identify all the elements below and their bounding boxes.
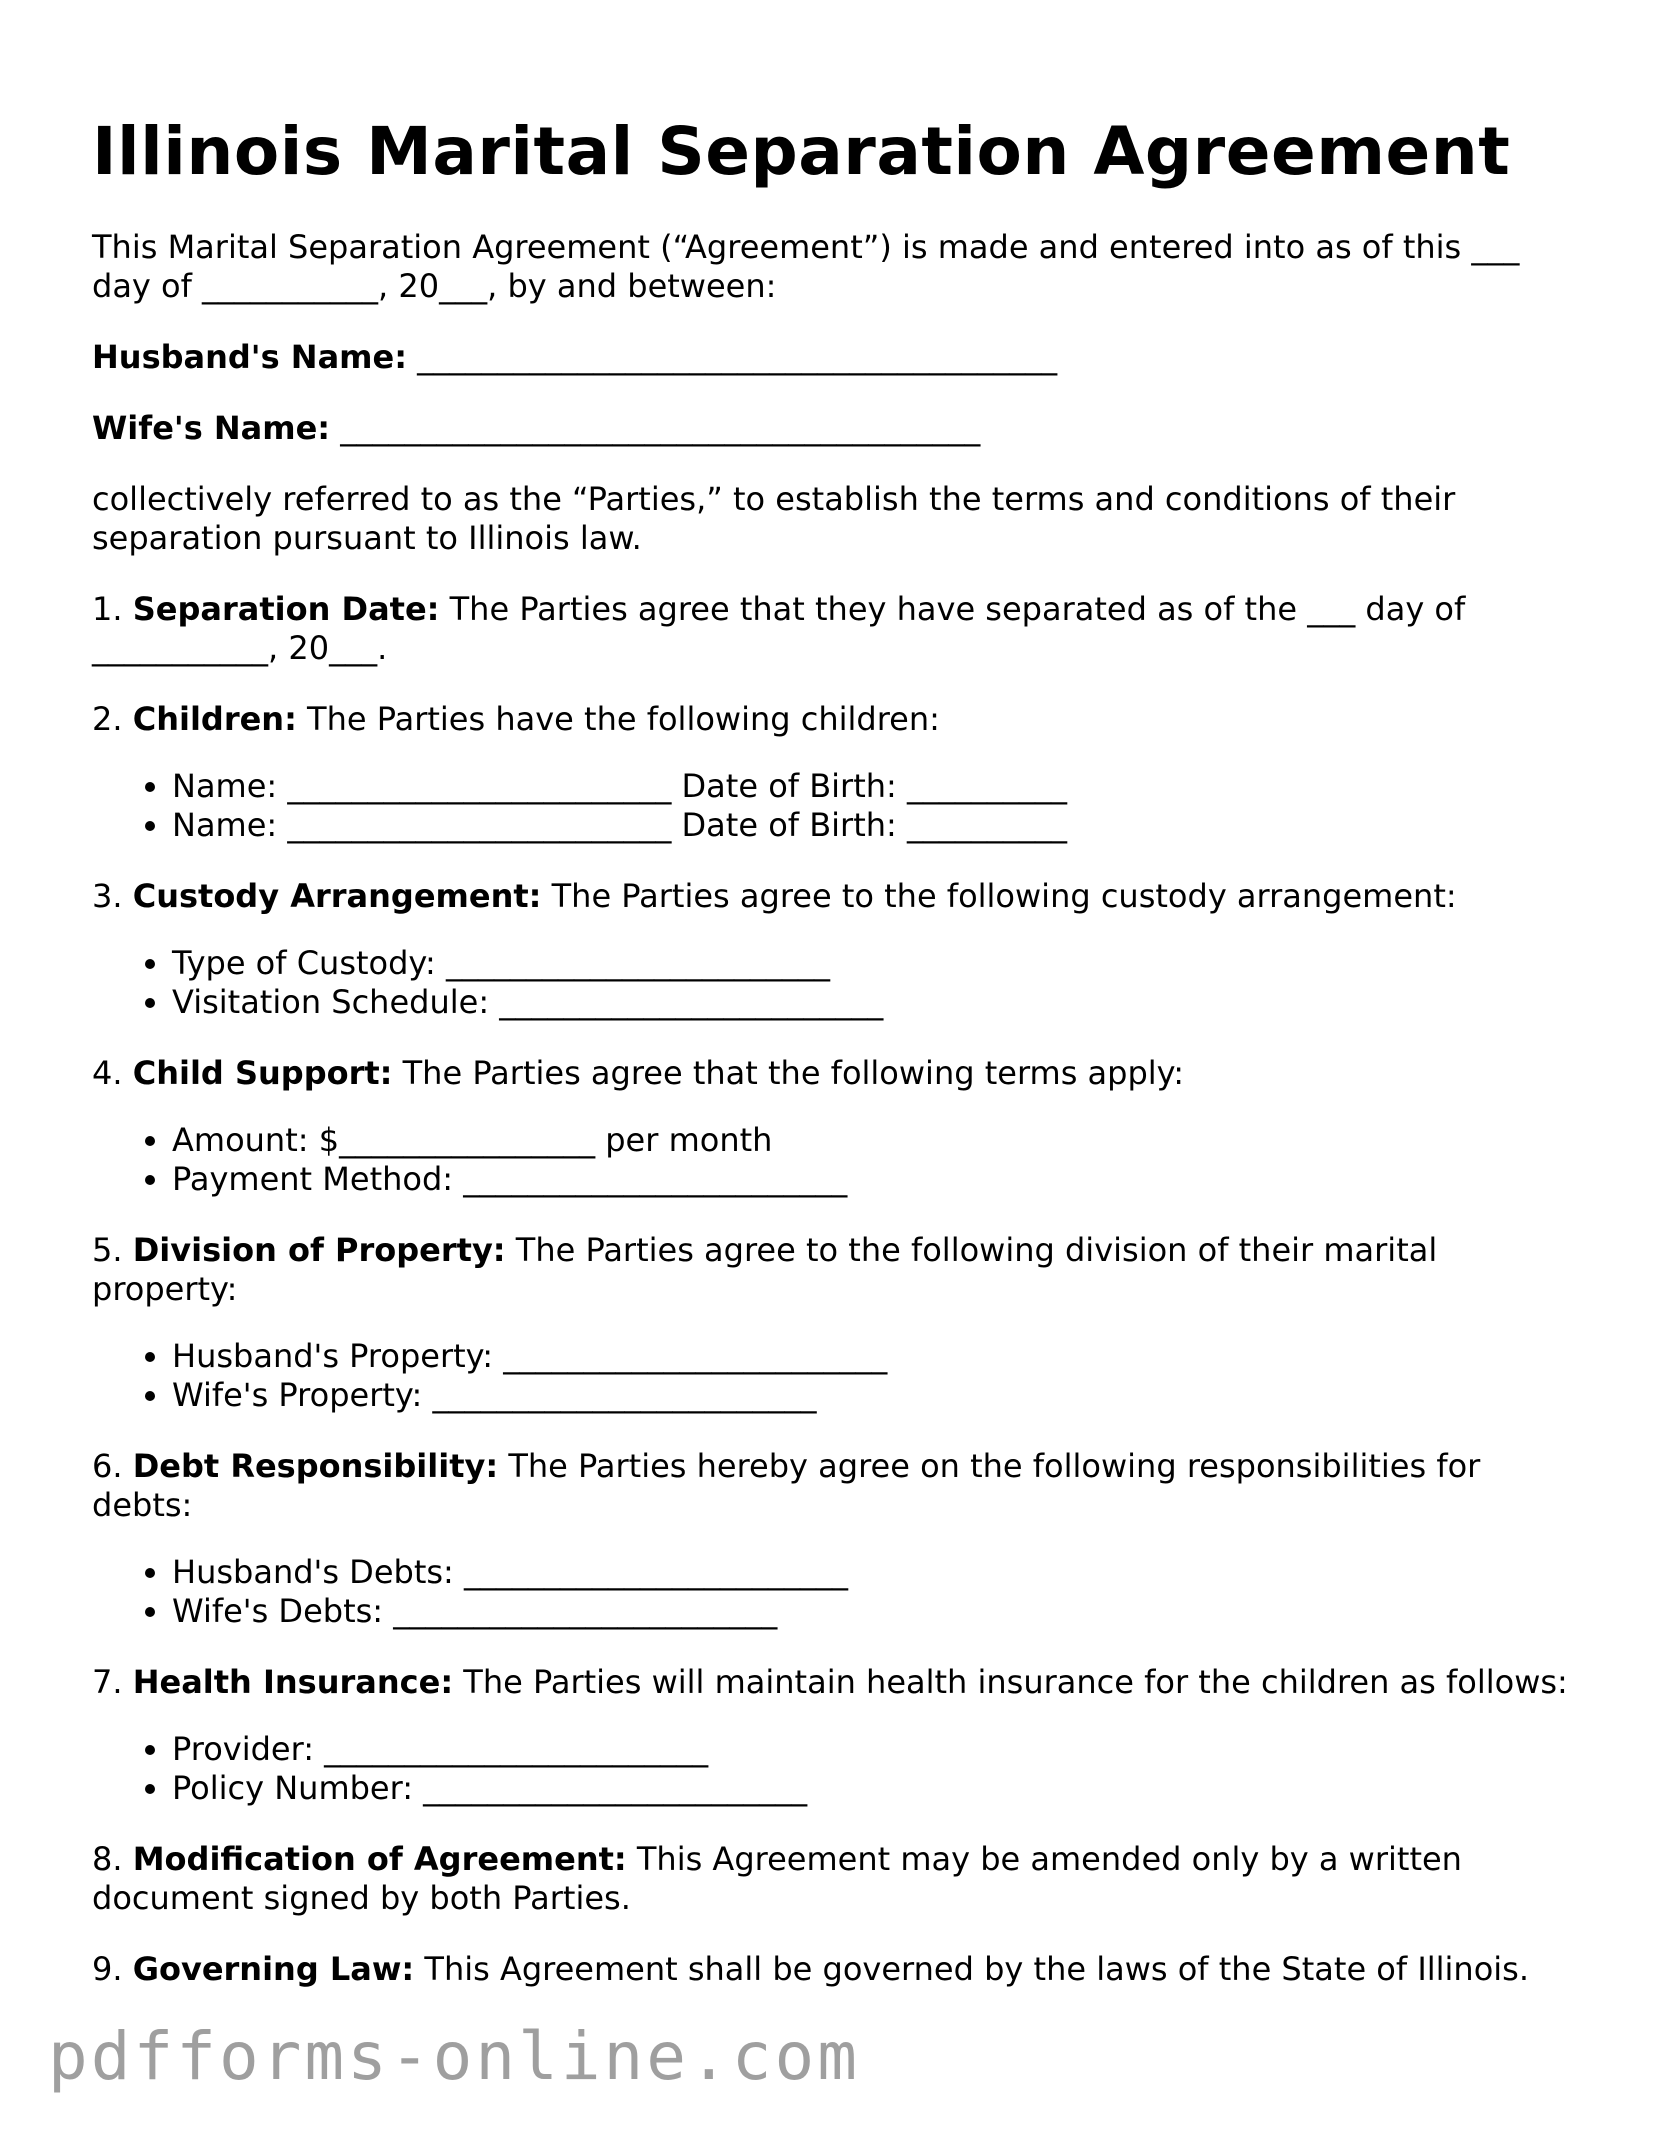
collective-paragraph: collectively referred to as the “Parties,” to establish the terms and conditions of their separation pursuant to Illinois law.	[92, 480, 1456, 557]
section-text: This Agreement may be amended only by a written document signed by both Parties.	[92, 1840, 1462, 1917]
list-item: • Provider: ________________________	[172, 1730, 1572, 1769]
section-children	[92, 700, 1572, 739]
section-division-of-property	[92, 1231, 1572, 1309]
section-text: The Parties agree to the following division of their marital property:	[92, 1231, 1438, 1308]
husband-name-blank: ________________________________________	[417, 338, 1058, 376]
list-item: • Name: ________________________ Date of Birth: __________	[172, 806, 1572, 845]
section-text: The Parties agree that they have separated as of the ___ day of ___________, 20___.	[92, 590, 1466, 667]
section-number: 7.	[92, 1663, 123, 1701]
list-item: • Policy Number: ________________________	[172, 1769, 1572, 1808]
list-item: • Type of Custody: ________________________	[172, 944, 1572, 983]
husband-name-label: Husband's Name:	[92, 338, 407, 376]
section-number: 5.	[92, 1231, 123, 1269]
section-debt-responsibility	[92, 1447, 1572, 1525]
child-support-list	[92, 1121, 1572, 1199]
section-text: The Parties will maintain health insurance for the children as follows:	[463, 1663, 1568, 1701]
list-item: • Name: ________________________ Date of Birth: __________	[172, 767, 1572, 806]
wife-name-blank: ________________________________________	[340, 409, 981, 447]
husband-name-line	[92, 338, 1572, 377]
section-heading: Children:	[132, 700, 297, 738]
section-heading: Separation Date:	[132, 590, 440, 628]
section-heading: Modification of Agreement:	[132, 1840, 627, 1878]
section-heading: Child Support:	[132, 1054, 393, 1092]
debts-list	[92, 1553, 1572, 1631]
section-number: 4.	[92, 1054, 123, 1092]
list-item: • Amount: $________________ per month	[172, 1121, 1572, 1160]
section-number: 3.	[92, 877, 123, 915]
section-heading: Debt Responsibility:	[132, 1447, 499, 1485]
list-item: • Wife's Debts: ________________________	[172, 1592, 1572, 1631]
list-item: • Visitation Schedule: ________________________	[172, 983, 1572, 1022]
section-heading: Governing Law:	[132, 1950, 415, 1988]
section-number: 2.	[92, 700, 123, 738]
section-text: The Parties have the following children:	[307, 700, 940, 738]
section-number: 6.	[92, 1447, 123, 1485]
section-governing-law	[92, 1950, 1572, 1989]
section-separation-date	[92, 590, 1572, 668]
section-custody-arrangement	[92, 877, 1572, 916]
section-number: 8.	[92, 1840, 123, 1878]
intro-paragraph: This Marital Separation Agreement (“Agreement”) is made and entered into as of this ___ day of ___________, 20___, by and between:	[92, 228, 1520, 305]
property-list	[92, 1337, 1572, 1415]
list-item: • Wife's Property: ________________________	[172, 1376, 1572, 1415]
section-heading: Custody Arrangement:	[132, 877, 542, 915]
wife-name-label: Wife's Name:	[92, 409, 331, 447]
insurance-list	[92, 1730, 1572, 1808]
watermark: pdfforms-online.com	[48, 2018, 860, 2095]
section-number: 9.	[92, 1950, 123, 1988]
section-text: This Agreement shall be governed by the laws of the State of Illinois.	[424, 1950, 1530, 1988]
list-item: • Husband's Debts: ________________________	[172, 1553, 1572, 1592]
custody-list	[92, 944, 1572, 1022]
section-modification	[92, 1840, 1572, 1918]
section-child-support	[92, 1054, 1572, 1093]
wife-name-line	[92, 409, 1572, 448]
section-text: The Parties hereby agree on the following responsibilities for debts:	[92, 1447, 1481, 1524]
section-health-insurance	[92, 1663, 1572, 1702]
section-heading: Division of Property:	[132, 1231, 506, 1269]
section-number: 1.	[92, 590, 123, 628]
list-item: • Payment Method: ________________________	[172, 1160, 1572, 1199]
section-heading: Health Insurance:	[132, 1663, 454, 1701]
section-text: The Parties agree to the following custody arrangement:	[551, 877, 1457, 915]
children-list	[92, 767, 1572, 845]
document-title: Illinois Marital Separation Agreement	[92, 113, 1511, 190]
list-item: • Husband's Property: ________________________	[172, 1337, 1572, 1376]
document-page	[92, 112, 1572, 2021]
section-text: The Parties agree that the following terms apply:	[402, 1054, 1185, 1092]
